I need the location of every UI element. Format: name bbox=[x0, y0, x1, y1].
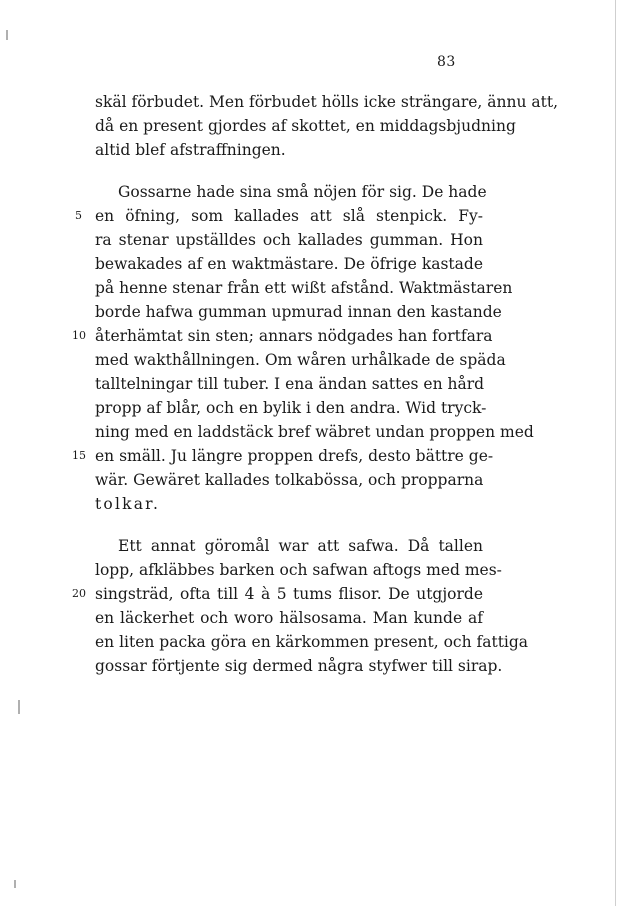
line-number: 20 bbox=[72, 587, 86, 600]
text-line: bewakades af en waktmästare. De öfrige kastade bbox=[95, 255, 483, 273]
text-line: lopp, afkläbbes barken och safwan aftogs med mes- bbox=[95, 561, 502, 579]
line-number: 5 bbox=[75, 209, 82, 222]
line-number: 15 bbox=[72, 449, 86, 462]
text-line: på henne stenar från ett wißt afstånd. Waktmästaren bbox=[95, 279, 513, 297]
text-line: talltelningar till tuber. I ena ändan sattes en hård bbox=[95, 375, 485, 393]
text-line: återhämtat sin sten; annars nödgades han fortfara bbox=[95, 327, 493, 345]
page-number: 83 bbox=[437, 54, 456, 70]
text-line: en liten packa göra en kärkommen present, och fattiga bbox=[95, 633, 529, 651]
scan-mark bbox=[18, 700, 20, 714]
text-line: tolkar. bbox=[95, 495, 161, 513]
line-number: 10 bbox=[72, 329, 86, 342]
text-line: Ett annat göromål war att safwa. Då tallen bbox=[118, 537, 483, 555]
text-line: wär. Gewäret kallades tolkabössa, och propparna bbox=[95, 471, 484, 489]
text-line: en läckerhet och woro hälsosama. Man kunde af bbox=[95, 609, 483, 627]
text-line: borde hafwa gumman upmurad innan den kastande bbox=[95, 303, 502, 321]
text-line: singsträd, ofta till 4 à 5 tums flisor. De utgjorde bbox=[95, 585, 483, 603]
text-line: propp af blår, och en bylik i den andra. Wid tryck- bbox=[95, 399, 487, 417]
scan-mark bbox=[6, 30, 8, 40]
text-line: skäl förbudet. Men förbudet hölls icke strängare, ännu att, bbox=[95, 93, 559, 111]
text-line: då en present gjordes af skottet, en middagsbjudning bbox=[95, 117, 516, 135]
text-line: gossar förtjente sig dermed några styfwer till sirap. bbox=[95, 657, 503, 675]
text-line: altid blef afstraffningen. bbox=[95, 141, 286, 159]
text-line: ning med en laddstäck bref wäbret undan proppen med bbox=[95, 423, 534, 441]
text-line: Gossarne hade sina små nöjen för sig. De hade bbox=[118, 183, 487, 201]
page-edge bbox=[615, 0, 616, 906]
text-line: ra stenar upställdes och kallades gumman. Hon bbox=[95, 231, 483, 249]
text-line: en öfning, som kallades att slå stenpick. Fy- bbox=[95, 207, 483, 225]
scan-mark bbox=[14, 880, 16, 888]
text-line: med wakthållningen. Om wåren urhålkade de späda bbox=[95, 351, 506, 369]
text-line: en smäll. Ju längre proppen drefs, desto bättre ge- bbox=[95, 447, 494, 465]
